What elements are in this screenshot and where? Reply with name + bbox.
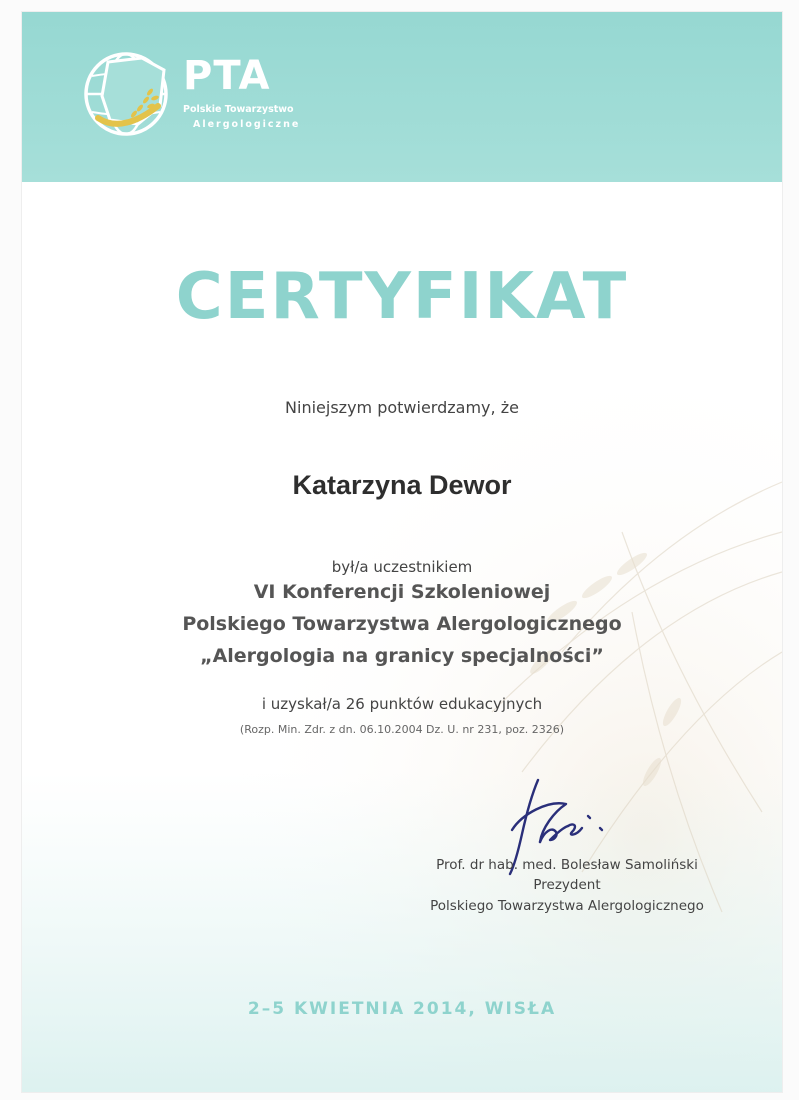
signatory-role: Prezydent [533,877,601,893]
regulation-reference: (Rozp. Min. Zdr. z dn. 06.10.2004 Dz. U. nr 231, poz. 2326) [239,723,565,736]
recipient-name: Katarzyna Dewor [292,470,512,500]
logo-name-line2: Alergologiczne [193,119,301,130]
logo-abbreviation: PTA [183,53,271,99]
certificate-title: CERTYFIKAT [175,260,629,334]
event-name-line3: „Alergologia na granicy specjalności” [200,645,604,667]
pta-logo [80,48,320,138]
signatory-organization: Polskiego Towarzystwa Alergologicznego [430,898,704,914]
certificate-page [22,12,782,1092]
intro-text: Niniejszym potwierdzamy, że [285,398,519,417]
logo-name-line1: Polskie Towarzystwo [183,104,294,115]
event-date-place: 2–5 KWIETNIA 2014, WISŁA [247,999,557,1019]
globe-logo-icon [80,48,172,140]
event-name-line2: Polskiego Towarzystwa Alergologicznego [182,613,622,635]
signatory-name: Prof. dr hab. med. Bolesław Samoliński [436,857,698,873]
participation-text: był/a uczestnikiem [331,558,473,576]
event-name-line1: VI Konferencji Szkoleniowej [253,581,551,603]
education-points-text: i uzyskał/a 26 punktów edukacyjnych [261,695,543,713]
